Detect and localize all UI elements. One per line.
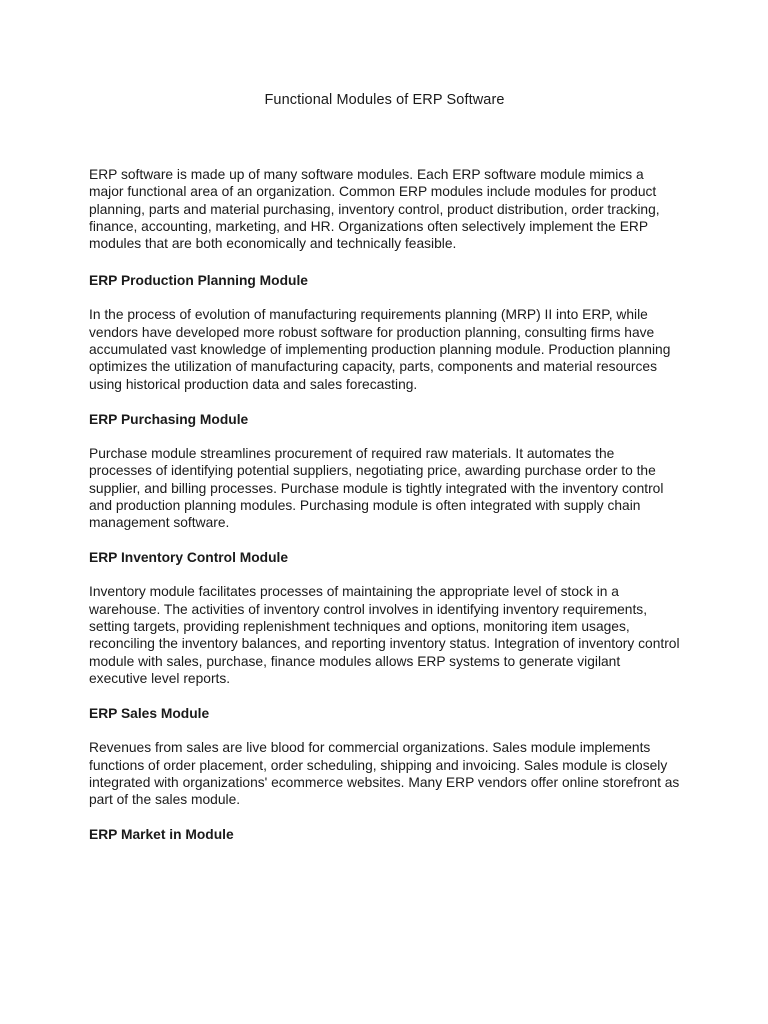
section-heading-purchasing: ERP Purchasing Module	[89, 411, 249, 427]
section-body-sales: Revenues from sales are live blood for commercial organizations. Sales module implements functions of order placement, order scheduling, shipping and invoicing. Sales module is closely integrated with organizations' ecommerce websites. Many ERP vendors offer online storefront as part of the sales module.	[89, 740, 680, 808]
section-heading-production-planning: ERP Production Planning Module	[89, 273, 308, 289]
section-body-purchasing: Purchase module streamlines procurement of required raw materials. It automates the processes of identifying potential suppliers, negotiating price, awarding purchase order to the supplier, and billing processes. Purchase module is tightly integrated with the inventory control and production planning modules. Purchasing module is often integrated with supply chain management software.	[89, 445, 664, 531]
section-heading-sales: ERP Sales Module	[89, 706, 210, 722]
document-title: Functional Modules of ERP Software	[264, 92, 505, 108]
section-body-inventory-control: Inventory module facilitates processes of maintaining the appropriate level of stock in a warehouse. The activities of inventory control involves in identifying inventory requirements, setting targets, providing replenishment techniques and options, monitoring item usages, reconciling the inventory balances, and reporting inventory status. Integration of inventory control module with sales, purchase, finance modules allows ERP systems to generate vigilant executive level reports.	[89, 584, 680, 686]
section-heading-inventory-control: ERP Inventory Control Module	[89, 550, 289, 566]
section-body-production-planning: In the process of evolution of manufacturing requirements planning (MRP) II into ERP, while vendors have developed more robust software for production planning, consulting firms have accumulated vast knowledge of implementing production planning module. Production planning optimizes the utilization of manufacturing capacity, parts, components and material resources using historical production data and sales forecasting.	[89, 307, 671, 392]
intro-paragraph: ERP software is made up of many software modules. Each ERP software module mimics a major functional area of an organization. Common ERP modules include modules for product planning, parts and material purchasing, inventory control, product distribution, order tracking, finance, accounting, marketing, and HR. Organizations often selectively implement the ERP modules that are both economically and technically feasible.	[89, 167, 660, 252]
section-heading-market: ERP Market in Module	[89, 827, 234, 843]
